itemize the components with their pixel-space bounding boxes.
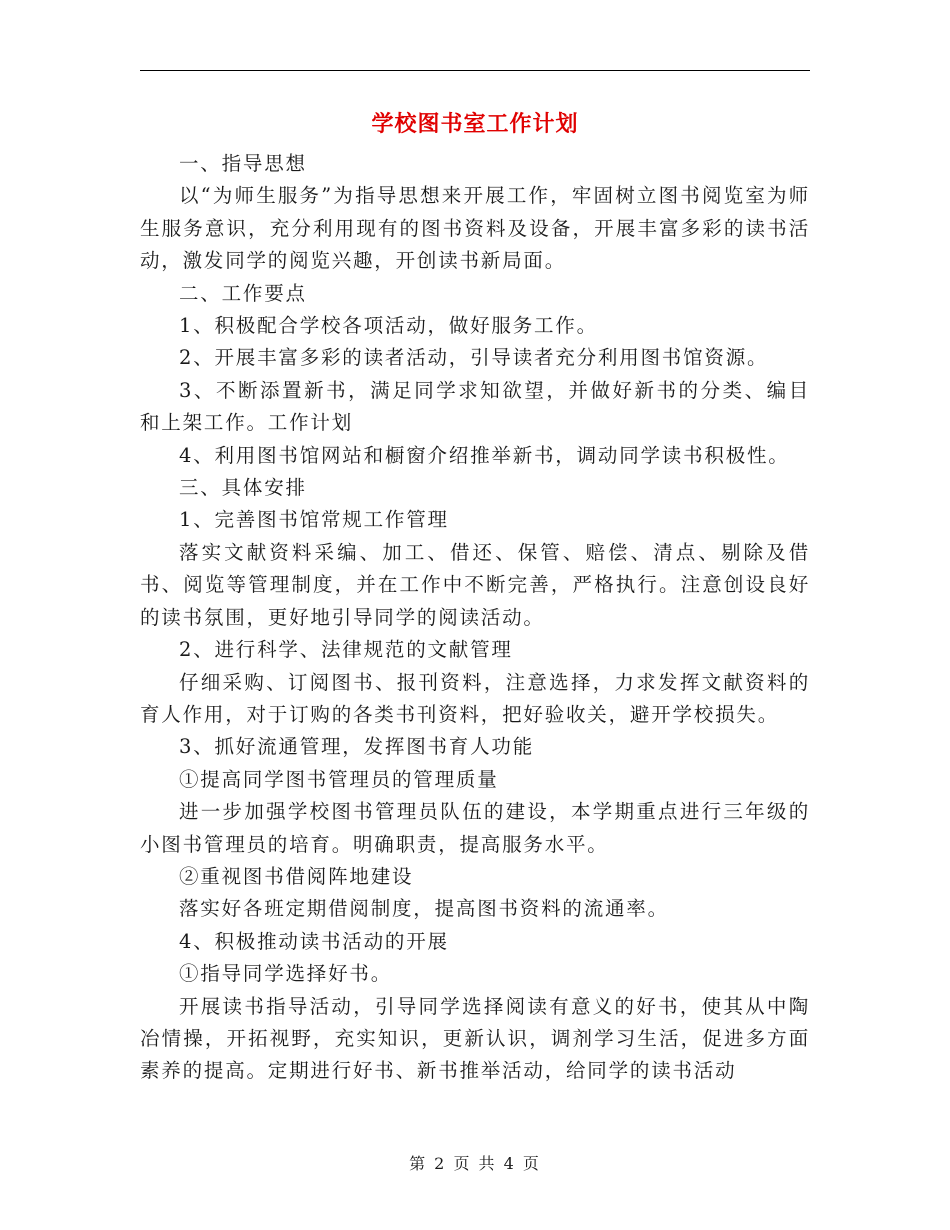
page-number: 第 2 页 共 4 页 (409, 1154, 541, 1173)
sub-item: ②重视图书借阅阵地建设 (179, 864, 414, 888)
section-heading: 一、指导思想 (179, 152, 307, 175)
sub-item: ①指导同学选择好书。 (179, 962, 393, 986)
body-paragraph: 开展读书指导活动，引导同学选择阅读有意义的好书，使其从中陶冶情操，开拓视野，充实知识，更新认识，调剂学习生活，促进多方面素养的提高。定期进行好书、新书推举活动，给同学的读书活动 (140, 994, 810, 1083)
body-paragraph: 以“为师生服务”为指导思想来开展工作，牢固树立图书阅览室为师生服务意识，充分利用现有的图书资料及设备，开展丰富多彩的读书活动，激发同学的阅览兴趣，开创读书新局面。 (140, 184, 810, 273)
list-item: 2、开展丰富多彩的读者活动，引导读者充分利用图书馆资源。 (179, 346, 769, 370)
subsection-heading: 2、进行科学、法律规范的文献管理 (179, 638, 513, 662)
list-item: 3、不断添置新书，满足同学求知欲望，并做好新书的分类、编目和上架工作。工作计划 (140, 378, 810, 435)
subsection-heading: 4、积极推动读书活动的开展 (179, 929, 449, 953)
list-item: 4、利用图书馆网站和橱窗介绍推举新书，调动同学读书积极性。 (179, 443, 790, 467)
subsection-heading: 3、抓好流通管理，发挥图书育人功能 (179, 735, 535, 759)
section-heading: 二、工作要点 (179, 281, 307, 305)
header-rule (140, 70, 810, 71)
body-paragraph: 落实文献资料采编、加工、借还、保管、赔偿、清点、剔除及借书、阅览等管理制度，并在工作中不断完善，严格执行。注意创设良好的读书氛围，更好地引导同学的阅读活动。 (140, 540, 810, 629)
subsection-heading: 1、完善图书馆常规工作管理 (179, 508, 449, 532)
sub-item: ①提高同学图书管理员的管理质量 (179, 767, 499, 791)
body-paragraph: 落实好各班定期借阅制度，提高图书资料的流通率。 (179, 897, 669, 921)
document-body (140, 148, 810, 1088)
list-item: 1、积极配合学校各项活动，做好服务工作。 (179, 314, 598, 338)
body-paragraph: 进一步加强学校图书管理员队伍的建设，本学期重点进行三年级的小图书管理员的培育。明确职责，提高服务水平。 (140, 800, 810, 856)
document-title: 学校图书室工作计划 (371, 111, 579, 137)
section-heading: 三、具体安排 (179, 476, 307, 500)
body-paragraph: 仔细采购、订阅图书、报刊资料，注意选择，力求发挥文献资料的育人作用，对于订购的各类书刊资料，把好验收关，避开学校损失。 (140, 670, 810, 726)
